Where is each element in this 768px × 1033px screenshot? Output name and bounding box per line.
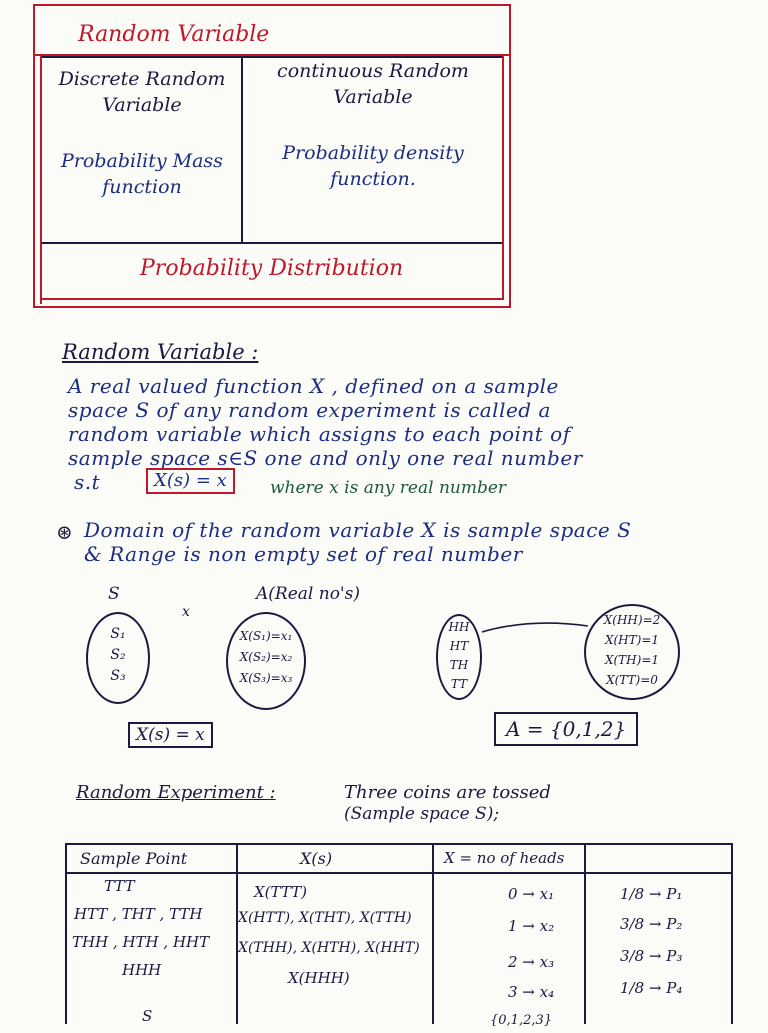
table-row-1-xs: X(TTT) xyxy=(254,883,307,901)
table-row-2-prob: 3/8 → P₂ xyxy=(620,915,683,933)
range-items: X(S₁)=x₁ X(S₂)=x₂ X(S₃)=x₃ xyxy=(239,629,293,685)
summary-red-right-rule xyxy=(502,56,504,300)
table-col-rule-3 xyxy=(584,843,586,1024)
pdf-label: Probability density function. xyxy=(282,142,464,190)
table-row-1-sample: TTT xyxy=(104,877,135,895)
table-row-3-sample: THH , HTH , HHT xyxy=(72,933,210,951)
coin-domain-items: HH HT TH TT xyxy=(448,620,470,691)
mapping-arrow-line xyxy=(480,616,590,636)
header-xs: X(s) xyxy=(300,849,333,868)
table-row-4-sample: HHH xyxy=(122,961,162,979)
experiment-line-1: Three coins are tossed xyxy=(344,782,551,803)
experiment-label: Random Experiment : xyxy=(76,782,276,803)
definition-heading: Random Variable : xyxy=(62,340,259,364)
domain-items: S₁ S₂ S₃ xyxy=(110,626,126,684)
definition-line-4: sample space s∈S one and only one real number xyxy=(68,446,583,470)
range-a-label: A(Real no's) xyxy=(256,584,360,604)
asterisk-icon: ⊛ xyxy=(56,520,73,544)
table-col-rule-1 xyxy=(236,843,238,1024)
table-row-3-xs: X(THH), X(HTH), X(HHT) xyxy=(238,940,420,956)
footer-fragment-s: S xyxy=(142,1007,153,1025)
definition-line-1: A real valued function X , defined on a sample xyxy=(68,374,559,398)
domain-line-1: Domain of the random variable X is sample space S xyxy=(84,518,632,542)
range-set-box: A = {0,1,2} xyxy=(494,712,638,746)
table-row-2-heads: 1 → x₂ xyxy=(508,917,555,935)
table-col-rule-2 xyxy=(432,843,434,1024)
table-row-2-sample: HTT , THT , TTH xyxy=(74,905,203,923)
discrete-header: Discrete Random Variable xyxy=(58,68,226,116)
summary-red-left-rule xyxy=(40,56,42,304)
table-header-rule xyxy=(65,872,733,874)
summary-footer-rule xyxy=(40,298,504,300)
table-row-1-prob: 1/8 → P₁ xyxy=(620,885,683,903)
table-row-3-heads: 2 → x₃ xyxy=(508,953,555,971)
summary-grid-divider xyxy=(241,56,243,244)
definition-st: s.t xyxy=(74,470,101,494)
left-formula-box: X(s) = x xyxy=(128,722,213,748)
table-row-4-prob: 1/8 → P₄ xyxy=(620,979,683,997)
experiment-line-2: (Sample space S); xyxy=(344,804,500,824)
pmf-label: Probability Mass function xyxy=(61,150,223,198)
domain-line-2: & Range is non empty set of real number xyxy=(84,542,523,566)
continuous-header: continuous Random Variable xyxy=(277,60,469,108)
table-row-2-xs: X(HTT), X(THT), X(TTH) xyxy=(238,910,412,926)
table-row-1-heads: 0 → x₁ xyxy=(508,885,555,903)
table-row-4-heads: 3 → x₄ xyxy=(508,983,555,1001)
definition-line-2: space S of any random experiment is called a xyxy=(68,398,551,422)
mapping-x-label: x xyxy=(182,604,190,620)
header-heads: X = no of heads xyxy=(444,849,565,867)
coin-range-items: X(HH)=2 X(HT)=1 X(TH)=1 X(TT)=0 xyxy=(603,613,661,687)
footer-fragment-set: {0,1,2,3} xyxy=(490,1013,553,1028)
summary-footer: Probability Distribution xyxy=(140,256,404,281)
table-row-4-xs: X(HHH) xyxy=(288,969,350,987)
summary-title: Random Variable xyxy=(78,22,270,47)
set-s-label: S xyxy=(108,584,120,604)
definition-line-3: random variable which assigns to each point of xyxy=(68,422,571,446)
header-sample-point: Sample Point xyxy=(80,849,188,868)
definition-formula: X(s) = x xyxy=(146,468,235,494)
definition-where: where x is any real number xyxy=(270,478,507,498)
table-row-3-prob: 3/8 → P₃ xyxy=(620,947,683,965)
